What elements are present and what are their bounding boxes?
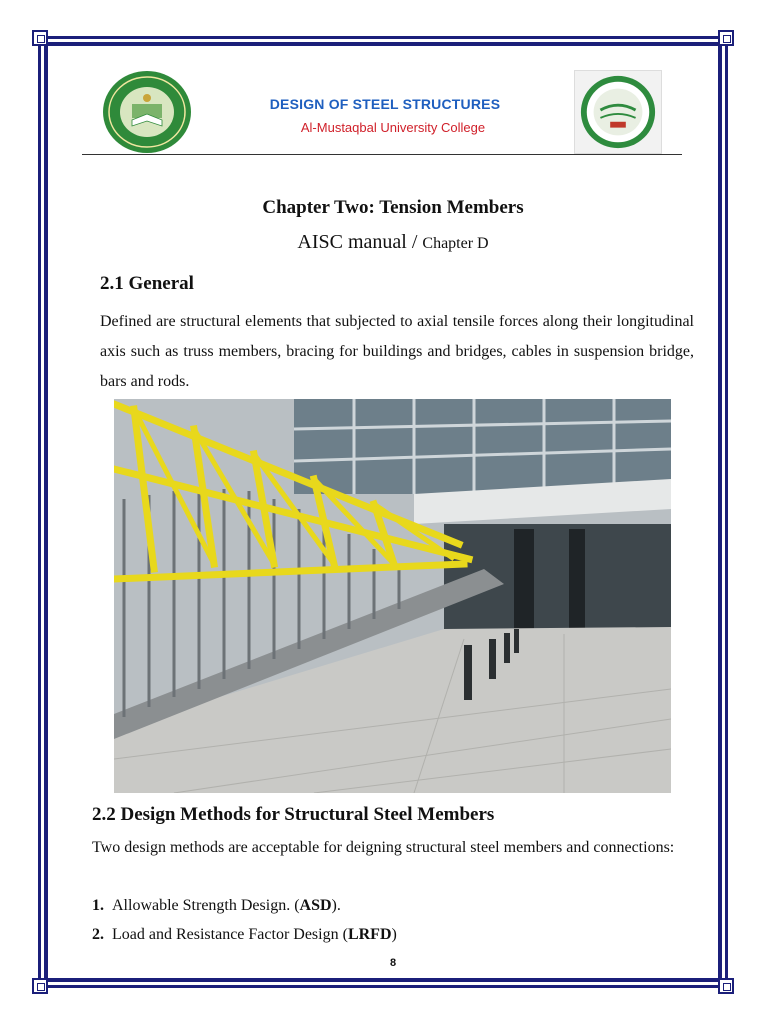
section-heading-design-methods: 2.2 Design Methods for Structural Steel Members <box>92 804 495 825</box>
list-suffix: ). <box>331 897 341 914</box>
list-number: 2. <box>92 926 104 943</box>
section-general-text: Defined are structural elements that subjected to axial tensile forces along their longitudinal axis such as truss members, bracing for buildings and bridges, cables in suspension bridge, bars and rods. <box>100 313 694 390</box>
border-corner-ornament <box>718 978 734 994</box>
border-corner-ornament <box>32 30 48 46</box>
list-abbr: ASD <box>299 897 332 914</box>
section-methods-text: Two design methods are acceptable for deigning structural steel members and connections: <box>92 839 675 856</box>
manual-chapter: Chapter D <box>422 235 489 252</box>
list-number: 1. <box>92 897 104 914</box>
list-abbr: LRFD <box>347 926 392 943</box>
page-number: 8 <box>389 957 397 969</box>
manual-main: AISC manual / <box>297 231 423 253</box>
header-title: DESIGN OF STEEL STRUCTURES <box>269 96 501 112</box>
border-corner-ornament <box>32 978 48 994</box>
list-item <box>92 897 341 915</box>
truss-bridge-photo <box>114 399 671 793</box>
header-divider <box>82 154 682 155</box>
chapter-title: Chapter Two: Tension Members <box>262 197 524 218</box>
list-item <box>92 926 397 944</box>
border-corner-ornament <box>718 30 734 46</box>
list-text: Load and Resistance Factor Design ( <box>112 926 348 943</box>
university-logo-left <box>102 70 192 154</box>
header-subtitle: Al-Mustaqbal University College <box>300 120 486 135</box>
list-suffix: ) <box>391 926 397 943</box>
list-text: Allowable Strength Design. ( <box>112 897 300 914</box>
section-heading-general: 2.1 General <box>100 273 194 294</box>
manual-reference <box>0 231 768 254</box>
university-logo-right <box>574 70 662 154</box>
